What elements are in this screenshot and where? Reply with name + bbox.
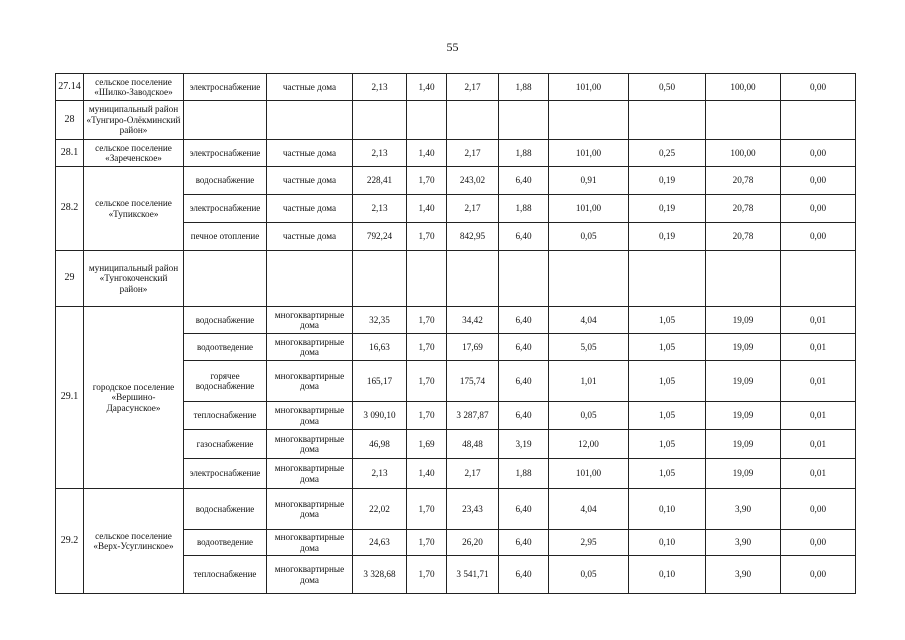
value-cell: 0,10 (629, 556, 706, 594)
value-cell (549, 101, 629, 140)
area-name: сельское поселение «Зареченское» (84, 140, 184, 167)
value-cell: 1,70 (407, 530, 447, 556)
value-cell: 0,10 (629, 489, 706, 530)
consumer-type: многоквартирные дома (267, 307, 353, 334)
row-index: 28.1 (56, 140, 84, 167)
value-cell: 2,13 (353, 195, 407, 223)
value-cell: 0,00 (781, 195, 856, 223)
value-cell: 24,63 (353, 530, 407, 556)
tariff-table (55, 73, 856, 594)
value-cell: 19,09 (706, 361, 781, 402)
table-row (56, 251, 856, 307)
value-cell: 22,02 (353, 489, 407, 530)
value-cell: 0,01 (781, 361, 856, 402)
value-cell: 0,01 (781, 459, 856, 489)
value-cell: 1,70 (407, 556, 447, 594)
value-cell: 0,01 (781, 334, 856, 361)
value-cell (781, 101, 856, 140)
consumer-type: частные дома (267, 195, 353, 223)
service-type: водоснабжение (184, 489, 267, 530)
value-cell: 19,09 (706, 402, 781, 430)
table-row (56, 307, 856, 334)
value-cell: 2,17 (447, 140, 499, 167)
value-cell: 1,70 (407, 361, 447, 402)
value-cell: 0,05 (549, 402, 629, 430)
value-cell (353, 101, 407, 140)
table-row (56, 74, 856, 101)
value-cell: 0,00 (781, 530, 856, 556)
consumer-type (267, 101, 353, 140)
value-cell (549, 251, 629, 307)
value-cell: 2,17 (447, 74, 499, 101)
consumer-type: многоквартирные дома (267, 459, 353, 489)
value-cell: 6,40 (499, 307, 549, 334)
value-cell: 101,00 (549, 140, 629, 167)
area-name: сельское поселение «Тупикское» (84, 167, 184, 251)
value-cell: 0,00 (781, 489, 856, 530)
value-cell: 26,20 (447, 530, 499, 556)
value-cell: 0,00 (781, 74, 856, 101)
service-type: водоотведение (184, 334, 267, 361)
value-cell: 34,42 (447, 307, 499, 334)
value-cell: 1,05 (629, 459, 706, 489)
value-cell: 0,25 (629, 140, 706, 167)
value-cell (499, 251, 549, 307)
value-cell: 1,70 (407, 402, 447, 430)
service-type: водоснабжение (184, 307, 267, 334)
consumer-type: многоквартирные дома (267, 334, 353, 361)
value-cell: 19,09 (706, 459, 781, 489)
table-row (56, 101, 856, 140)
value-cell: 6,40 (499, 167, 549, 195)
area-name: сельское поселение «Верх-Усуглинское» (84, 489, 184, 594)
value-cell: 1,05 (629, 307, 706, 334)
value-cell: 2,13 (353, 459, 407, 489)
table-row (56, 167, 856, 195)
value-cell: 19,09 (706, 430, 781, 459)
service-type: теплоснабжение (184, 402, 267, 430)
consumer-type (267, 251, 353, 307)
area-name: муниципальный район «Тунгокоченский район» (84, 251, 184, 307)
consumer-type: частные дома (267, 167, 353, 195)
value-cell: 0,00 (781, 140, 856, 167)
service-type: электроснабжение (184, 74, 267, 101)
value-cell (353, 251, 407, 307)
value-cell: 1,70 (407, 223, 447, 251)
value-cell: 6,40 (499, 361, 549, 402)
value-cell: 6,40 (499, 556, 549, 594)
table-row (56, 140, 856, 167)
area-name: городское поселение «Вершино-Дарасунское» (84, 307, 184, 489)
value-cell: 1,88 (499, 195, 549, 223)
value-cell: 20,78 (706, 167, 781, 195)
value-cell: 0,01 (781, 307, 856, 334)
value-cell: 5,05 (549, 334, 629, 361)
value-cell: 101,00 (549, 195, 629, 223)
value-cell: 2,13 (353, 74, 407, 101)
value-cell: 6,40 (499, 334, 549, 361)
value-cell: 3,90 (706, 530, 781, 556)
value-cell: 3,19 (499, 430, 549, 459)
value-cell: 0,10 (629, 530, 706, 556)
value-cell: 4,04 (549, 489, 629, 530)
value-cell: 1,05 (629, 430, 706, 459)
value-cell: 842,95 (447, 223, 499, 251)
value-cell: 19,09 (706, 307, 781, 334)
value-cell: 228,41 (353, 167, 407, 195)
value-cell (499, 101, 549, 140)
value-cell: 0,19 (629, 167, 706, 195)
service-type: горячее водоснабжение (184, 361, 267, 402)
service-type: электроснабжение (184, 459, 267, 489)
value-cell: 101,00 (549, 459, 629, 489)
row-index: 27.14 (56, 74, 84, 101)
value-cell: 1,70 (407, 489, 447, 530)
value-cell (447, 251, 499, 307)
value-cell: 0,01 (781, 402, 856, 430)
value-cell: 1,70 (407, 167, 447, 195)
value-cell: 1,05 (629, 361, 706, 402)
value-cell: 0,19 (629, 223, 706, 251)
service-type: электроснабжение (184, 195, 267, 223)
service-type: электроснабжение (184, 140, 267, 167)
value-cell: 101,00 (549, 74, 629, 101)
value-cell: 2,13 (353, 140, 407, 167)
value-cell: 0,01 (781, 430, 856, 459)
value-cell: 6,40 (499, 489, 549, 530)
value-cell: 3 328,68 (353, 556, 407, 594)
value-cell: 1,40 (407, 74, 447, 101)
value-cell: 2,17 (447, 195, 499, 223)
value-cell (407, 251, 447, 307)
value-cell (781, 251, 856, 307)
value-cell: 3,90 (706, 489, 781, 530)
value-cell: 100,00 (706, 140, 781, 167)
value-cell: 0,91 (549, 167, 629, 195)
row-index: 29 (56, 251, 84, 307)
row-index: 28.2 (56, 167, 84, 251)
consumer-type: частные дома (267, 223, 353, 251)
consumer-type: многоквартирные дома (267, 430, 353, 459)
value-cell (407, 101, 447, 140)
service-type: водоснабжение (184, 167, 267, 195)
value-cell (706, 101, 781, 140)
value-cell: 0,00 (781, 556, 856, 594)
table-row (56, 489, 856, 530)
value-cell: 2,17 (447, 459, 499, 489)
consumer-type: частные дома (267, 140, 353, 167)
value-cell: 100,00 (706, 74, 781, 101)
value-cell: 48,48 (447, 430, 499, 459)
area-name: муниципальный район «Тунгиро-Олёкминский район» (84, 101, 184, 140)
value-cell: 1,88 (499, 74, 549, 101)
value-cell (629, 251, 706, 307)
service-type: печное отопление (184, 223, 267, 251)
value-cell (706, 251, 781, 307)
value-cell: 175,74 (447, 361, 499, 402)
service-type: водоотведение (184, 530, 267, 556)
value-cell: 20,78 (706, 195, 781, 223)
value-cell: 4,04 (549, 307, 629, 334)
value-cell: 0,50 (629, 74, 706, 101)
consumer-type: частные дома (267, 74, 353, 101)
value-cell: 3 541,71 (447, 556, 499, 594)
value-cell: 20,78 (706, 223, 781, 251)
value-cell: 6,40 (499, 530, 549, 556)
value-cell: 0,05 (549, 556, 629, 594)
value-cell: 1,01 (549, 361, 629, 402)
service-type: газоснабжение (184, 430, 267, 459)
value-cell: 1,88 (499, 140, 549, 167)
value-cell: 792,24 (353, 223, 407, 251)
consumer-type: многоквартирные дома (267, 402, 353, 430)
value-cell: 2,95 (549, 530, 629, 556)
value-cell: 3,90 (706, 556, 781, 594)
service-type (184, 251, 267, 307)
value-cell: 32,35 (353, 307, 407, 334)
value-cell: 1,70 (407, 307, 447, 334)
value-cell: 16,63 (353, 334, 407, 361)
value-cell: 0,05 (549, 223, 629, 251)
value-cell: 0,19 (629, 195, 706, 223)
consumer-type: многоквартирные дома (267, 530, 353, 556)
value-cell: 1,40 (407, 140, 447, 167)
value-cell: 0,00 (781, 167, 856, 195)
value-cell: 1,40 (407, 459, 447, 489)
row-index: 28 (56, 101, 84, 140)
row-index: 29.1 (56, 307, 84, 489)
value-cell: 23,43 (447, 489, 499, 530)
value-cell: 165,17 (353, 361, 407, 402)
value-cell: 0,00 (781, 223, 856, 251)
value-cell: 12,00 (549, 430, 629, 459)
service-type (184, 101, 267, 140)
value-cell: 19,09 (706, 334, 781, 361)
value-cell: 6,40 (499, 223, 549, 251)
row-index: 29.2 (56, 489, 84, 594)
value-cell: 1,70 (407, 334, 447, 361)
service-type: теплоснабжение (184, 556, 267, 594)
consumer-type: многоквартирные дома (267, 489, 353, 530)
value-cell: 6,40 (499, 402, 549, 430)
value-cell: 17,69 (447, 334, 499, 361)
value-cell: 1,88 (499, 459, 549, 489)
value-cell: 3 090,10 (353, 402, 407, 430)
value-cell: 243,02 (447, 167, 499, 195)
value-cell: 1,40 (407, 195, 447, 223)
page-number: 55 (446, 40, 459, 54)
value-cell: 46,98 (353, 430, 407, 459)
value-cell: 3 287,87 (447, 402, 499, 430)
area-name: сельское поселение «Шилко-Заводское» (84, 74, 184, 101)
value-cell: 1,69 (407, 430, 447, 459)
value-cell: 1,05 (629, 402, 706, 430)
value-cell (629, 101, 706, 140)
consumer-type: многоквартирные дома (267, 361, 353, 402)
value-cell (447, 101, 499, 140)
value-cell: 1,05 (629, 334, 706, 361)
consumer-type: многоквартирные дома (267, 556, 353, 594)
